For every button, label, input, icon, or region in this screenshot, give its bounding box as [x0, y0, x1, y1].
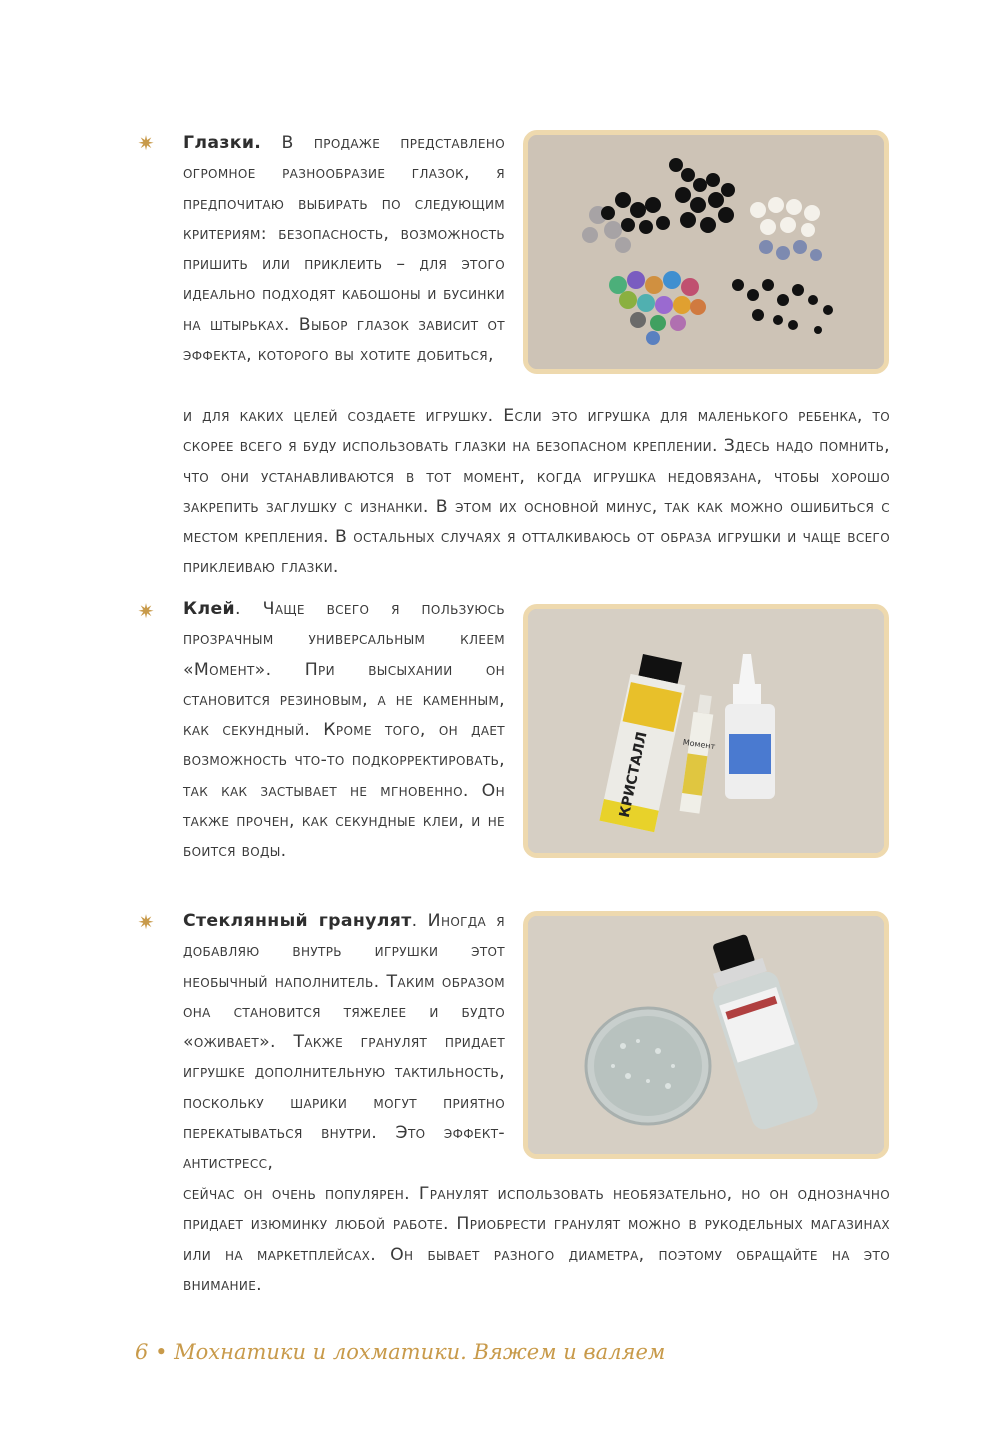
star-bullet-icon: ✷ [137, 910, 155, 934]
granulate-paragraph-continued [183, 1179, 890, 1300]
eyes-body: В продаже представлено огромное разнообразие глазок, я предпочитаю выбирать по следующим критериям: безопасность, возможность пришить или приклеить – для этого идеально подходят кабошоны и бусинки на штырьках. Выбор глазок зависит от эффекта, которого вы хотите добиться, [183, 133, 506, 366]
granulate-paragraph [183, 906, 505, 1179]
page-number: 6 [135, 1340, 149, 1364]
eyes-title: Глазки. [183, 133, 262, 153]
eyes-paragraph [183, 128, 505, 370]
glue-body: . Чаще всего я пользуюсь прозрачным универсальным клеем «Момент». При высыхании он становится резиновым, а не каменным, как секундный. Кроме того, он дает возможность что-то подкорректировать, так как застывает не мгновенно. Он также прочен, как секундные клеи, и не боится воды. [183, 599, 505, 862]
granulate-body-continued: сейчас он очень популярен. Гранулят использовать необязательно, но он однозначно придает изюминку любой работе. Приобрести гранулят можно в рукодельных магазинах или на маркетплейсах. Он бывает разного диаметра, поэтому обращайте на это внимание. [183, 1184, 890, 1295]
granulate-title: Стеклянный гранулят [183, 911, 412, 931]
glue-title: Клей [183, 599, 236, 619]
glue-photo [523, 604, 889, 858]
glue-photo-image [528, 609, 884, 853]
granulate-photo-image [528, 916, 884, 1154]
granulate-body: . Иногда я добавляю внутрь игрушки этот необычный наполнитель. Таким образом она становится тяжелее и будто «оживает». Также гранулят придает игрушке дополнительную тактильность, поскольку шарики могут приятно перекатываться внутри. Это эффект-антистресс, [183, 911, 505, 1174]
eyes-photo-image [528, 135, 884, 369]
glue-tube-label: КРИСТАЛЛ [616, 730, 651, 820]
eyes-photo [523, 130, 889, 374]
eyes-paragraph-continued [183, 401, 890, 583]
glue-paragraph [183, 594, 505, 867]
star-bullet-icon: ✷ [137, 131, 155, 155]
page-footer [135, 1340, 665, 1364]
glue-small-label: Момент [682, 737, 716, 752]
granulate-photo [523, 911, 889, 1159]
book-title: Мохнатики и лохматики. Вяжем и валяем [174, 1340, 666, 1364]
star-bullet-icon: ✷ [137, 599, 155, 623]
footer-separator: • [155, 1340, 168, 1364]
eyes-body-continued: и для каких целей создаете игрушку. Если это игрушка для маленького ребенка, то скорее всего я буду использовать глазки на безопасном креплении. Здесь надо помнить, что они устанавливаются в тот момент, когда игрушка недовязана, чтобы хорошо закрепить заглушку с изнанки. В этом их основной минус, так как можно ошибиться с местом крепления. В остальных случаях я отталкиваюсь от образа игрушки и чаще всего приклеиваю глазки. [183, 406, 890, 578]
